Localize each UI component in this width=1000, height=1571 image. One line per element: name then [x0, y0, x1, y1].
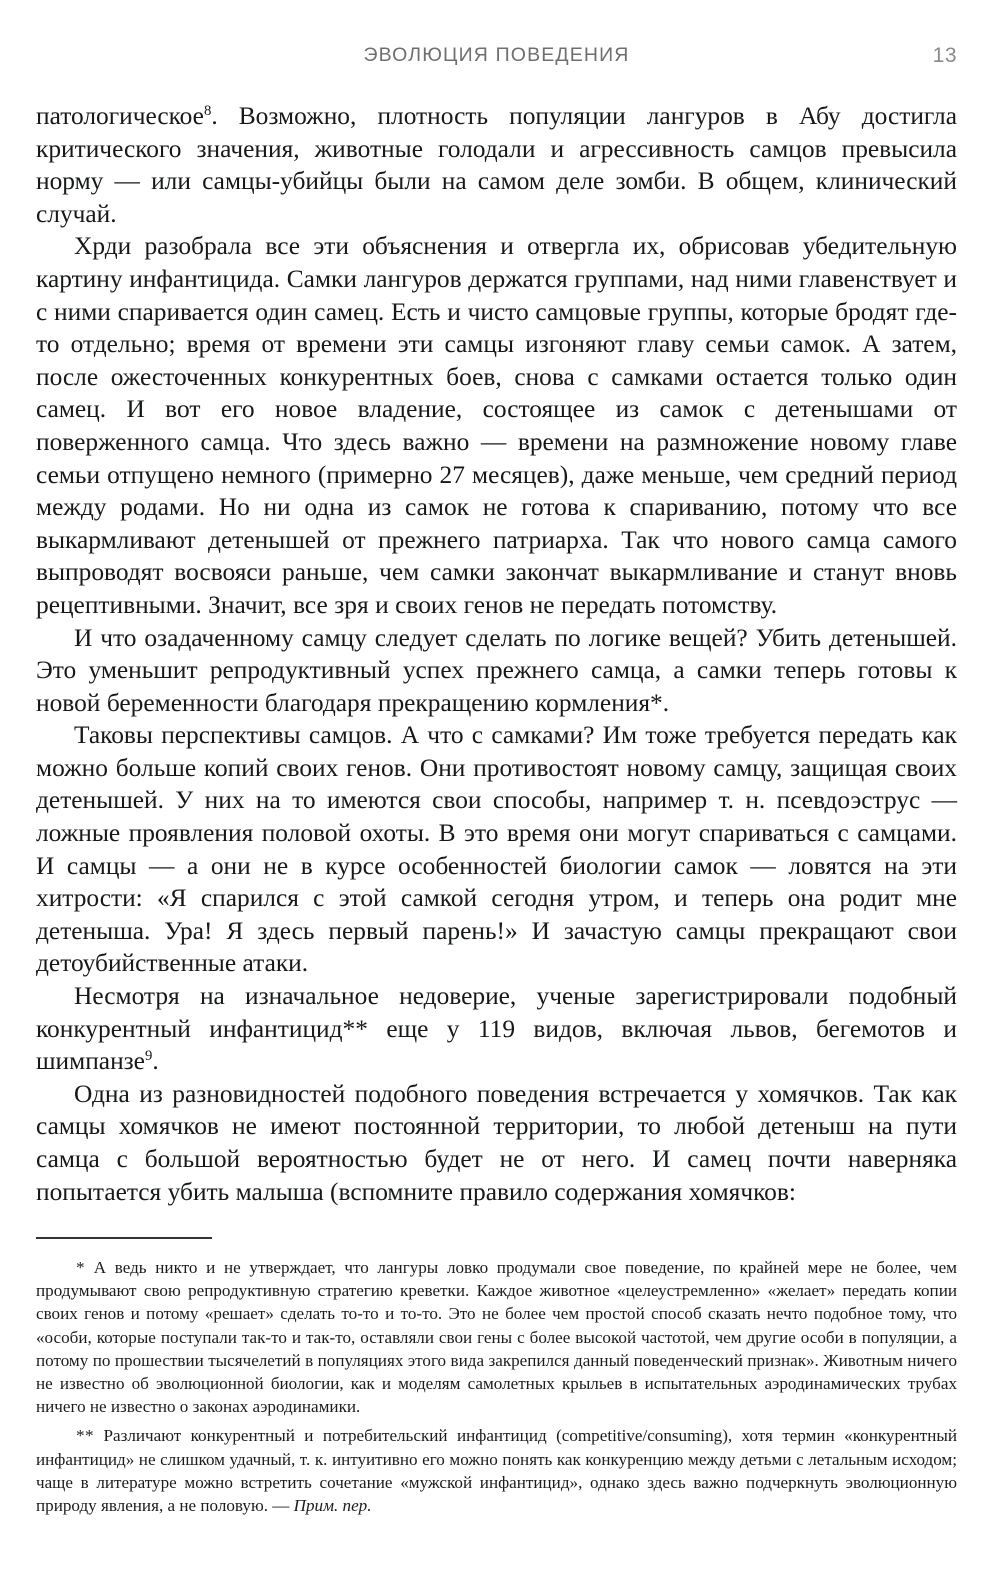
footnote-attribution: Прим. пер.	[293, 1496, 372, 1516]
paragraph: Хрди разобрала все эти объяснения и отвергла их, обрисовав убедительную картину инфантицида. Самки лангуров держатся группами, над ними главенствует и с ними спаривается один самец. Есть и чисто самцовые группы, которые бродят где-то отдельно; время от времени эти самцы изгоняют главу семьи самок. А затем, после ожесточенных конкурентных боев, снова с самками остается только один самец. И вот его новое владение, состоящее из самок с детенышами от поверженного самца. Что здесь важно — времени на размножение новому главе семьи отпущено немного (примерно 27 месяцев), даже меньше, чем средний период между родами. Но ни одна из самок не готова к спариванию, потому что все выкармливают детенышей от прежнего патриарха. Так что нового самца самого выпроводят восвояси раньше, чем самки закончат выкармливание и станут вновь рецептивными. Значит, все зря и своих генов не передать потомству.	[36, 232, 957, 619]
footnote-marker: **	[76, 1426, 95, 1446]
paragraph: И что озадаченному самцу следует сделать по логике вещей? Убить детенышей. Это уменьшит репродуктивный успех прежнего самца, а самки теперь готовы к новой беременности благодаря прекращению кормления*.	[36, 623, 957, 717]
running-head	[36, 44, 957, 74]
paragraph: патологическое$^8$. Возможно, плотность популяции лангуров в Абу достигла критического значения, животные голодали и агрессивность самцов превысила норму — или самцы-убийцы были на самом деле зомби. В общем, клинический случай.	[36, 102, 957, 228]
footnote: * А ведь никто и не утверждает, что лангуры ловко продумали свое поведение, по крайней мере не более, чем продумывают свою репродуктивную стратегию креветки. Каждое животное «целеустремленно» «желает» передать копии своих генов и потому «решает» сделать то-то и то-то. Это не более чем простой способ сказать нечто подобное тому, что «особи, которые поступали так-то и так-то, оставляли свои гены с более высокой частотой, чем другие особи в популяции, а потому по прошествии тысячелетий в популяциях этого вида закрепился данный поведенческий признак». Животным ничего не известно об эволюционной биологии, как и моделям самолетных крыльев в испытательных аэродинамических трубах ничего не известно о законах аэродинамики.	[36, 1258, 957, 1417]
paragraph: Одна из разновидностей подобного поведения встречается у хомячков. Так как самцы хомячков не имеют постоянной территории, то любой детеныш на пути самца с большой вероятностью будет не от него. И самец почти наверняка попытается убить малыша (вспомните правило содержания хомячков:	[36, 1079, 957, 1206]
paragraph: Таковы перспективы самцов. А что с самками? Им тоже требуется передать как можно больше копий своих генов. Они противостоят новому самцу, защищая своих детенышей. У них на то имеются свои способы, например т. н. псевдоэструс — ложные проявления половой охоты. В это время они могут спариваться с самцами. И самцы — а они не в курсе особенностей биологии самок — ловятся на эти хитрости: «Я спарился с этой самкой сегодня утром, и теперь она родит мне детеныша. Ура! Я здесь первый парень!» И зачастую самцы прекращают свои детоубийственные атаки.	[36, 721, 957, 978]
paragraph: Несмотря на изначальное недоверие, ученые зарегистрировали подобный конкурентный инфантицид** еще у 119 видов, включая львов, бегемотов и шимпанзе$^9$.	[36, 982, 957, 1076]
body-text-block	[36, 100, 957, 1208]
page-number: 13	[932, 44, 957, 67]
footnote-separator-rule	[36, 1237, 212, 1239]
footnote-section	[36, 1237, 957, 1517]
footnote-marker: *	[76, 1258, 86, 1277]
footnote: ** Различают конкурентный и потребительский инфантицид (competitive/consuming), хотя термин «конкурентный инфантицид» не слишком удачный, т. к. интуитивно его можно понять как конкуренцию между детьми с летальным исходом; чаще в литературе можно встретить сочетание «мужской инфантицид», однако здесь важно подчеркнуть эволюционную природу явления, а не половую. — Прим. пер.	[36, 1426, 957, 1516]
running-head-title: ЭВОЛЮЦИЯ ПОВЕДЕНИЯ	[363, 44, 630, 66]
